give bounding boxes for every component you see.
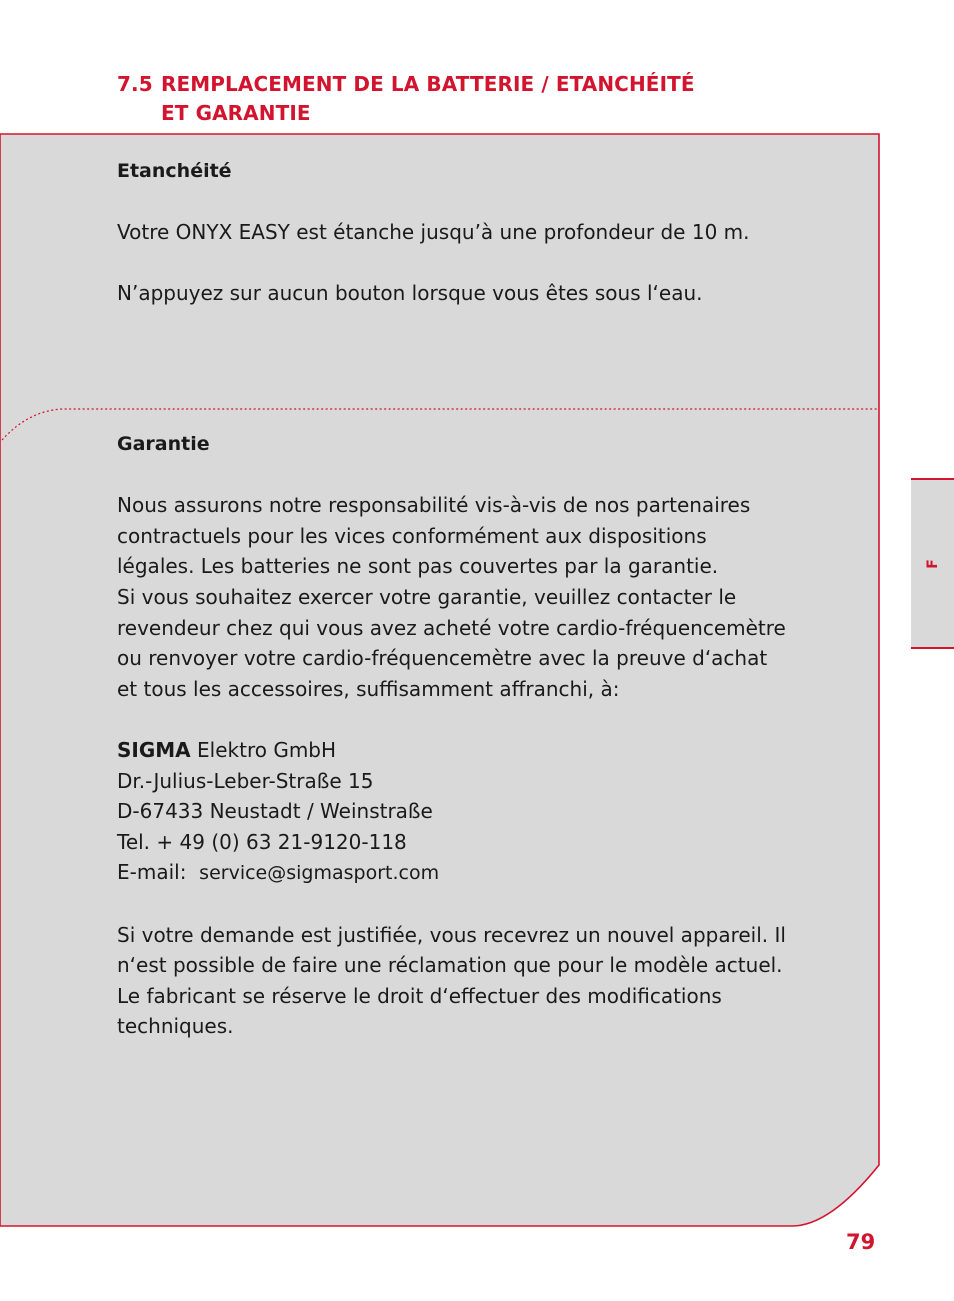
address-email-line	[117, 857, 837, 889]
company-name: Elektro GmbH	[197, 737, 337, 762]
address-street: Dr.-Julius-Leber-Straße 15	[117, 768, 374, 793]
garantie-section	[117, 429, 837, 1042]
etancheite-title: Etanchéité	[117, 160, 232, 182]
garantie-body-line: Nous assurons notre responsabilité vis-à-vis de nos partenaires	[117, 493, 751, 518]
language-tab-label: F	[924, 558, 941, 569]
email-address: service@sigmasport.com	[199, 862, 440, 885]
section-title-line2: ET GARANTIE	[161, 101, 311, 125]
garantie-closing-line: n‘est possible de faire une réclamation que pour le modèle actuel.	[117, 953, 783, 978]
garantie-body-line: Si vous souhaitez exercer votre garantie, veuillez contacter le	[117, 584, 737, 609]
etancheite-paragraph-2: N’appuyez sur aucun bouton lorsque vous êtes sous l‘eau.	[117, 281, 703, 306]
garantie-body-line: revendeur chez qui vous avez acheté votre cardio-fréquencemètre	[117, 615, 786, 640]
address-city: D-67433 Neustadt / Weinstraße	[117, 799, 433, 824]
garantie-title: Garantie	[117, 433, 210, 455]
garantie-body-line: et tous les accessoires, suffisamment affranchi, à:	[117, 676, 620, 701]
etancheite-section	[117, 156, 837, 309]
brand-name: SIGMA	[117, 737, 191, 762]
email-label: E-mail:	[117, 860, 187, 885]
garantie-body-line: ou renvoyer votre cardio-fréquencemètre avec la preuve d‘achat	[117, 646, 768, 671]
address-company-line	[117, 735, 837, 766]
address-phone: Tel. + 49 (0) 63 21-9120-118	[117, 829, 407, 854]
language-tab	[911, 478, 954, 649]
page-number: 79	[846, 1230, 876, 1254]
garantie-closing-line: Si votre demande est justifiée, vous recevrez un nouvel appareil. Il	[117, 922, 786, 947]
garantie-body-line: contractuels pour les vices conformément aux dispositions	[117, 523, 707, 548]
garantie-closing-line: Le fabricant se réserve le droit d‘effectuer des modifications	[117, 983, 722, 1008]
etancheite-paragraph-1: Votre ONYX EASY est étanche jusqu’à une profondeur de 10 m.	[117, 220, 750, 245]
garantie-closing-line: techniques.	[117, 1014, 234, 1039]
section-number: 7.5	[117, 72, 153, 96]
garantie-body-line: légales. Les batteries ne sont pas couvertes par la garantie.	[117, 554, 719, 579]
section-title-line1: REMPLACEMENT DE LA BATTERIE / ETANCHÉITÉ	[161, 72, 695, 96]
